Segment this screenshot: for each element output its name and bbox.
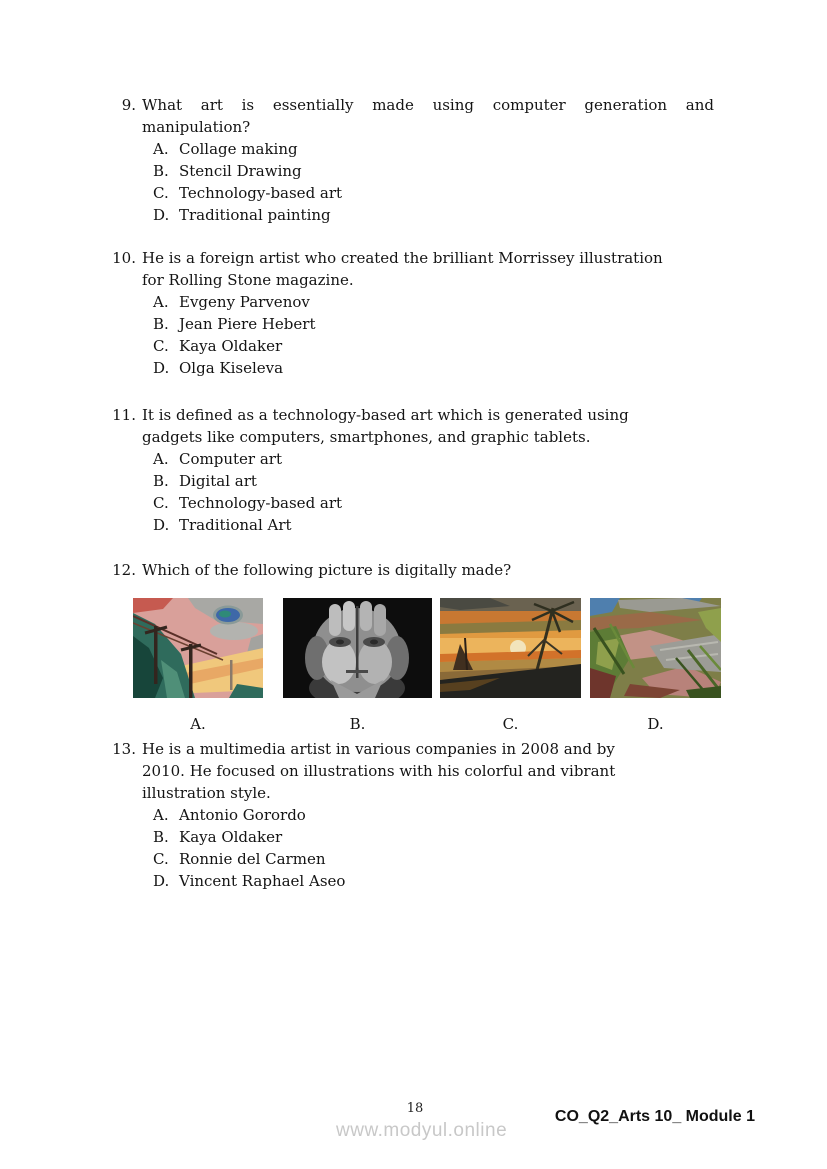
option-text: Jean Piere Hebert — [179, 315, 316, 333]
option-letter: B. — [153, 315, 169, 333]
option-text: Traditional painting — [179, 206, 331, 224]
option-letter: A. — [153, 806, 169, 824]
option-letter: D. — [153, 206, 170, 224]
option-10-d — [153, 357, 714, 379]
artwork-c-label-box — [440, 698, 581, 733]
artwork-b-label-box — [283, 698, 432, 733]
option-letter: A. — [153, 293, 169, 311]
artwork-option-c — [440, 598, 581, 698]
question-text-line: What art is essentially made using computer generation and — [142, 96, 714, 114]
option-text: Digital art — [179, 472, 257, 490]
option-10-c — [153, 335, 714, 357]
option-letter: D. — [153, 359, 170, 377]
option-10-a — [153, 291, 714, 313]
option-text: Ronnie del Carmen — [179, 850, 326, 868]
question-number: 13. — [112, 740, 136, 758]
question-number: 12. — [112, 561, 136, 579]
option-letter: C. — [153, 850, 169, 868]
option-text: Traditional Art — [179, 516, 292, 534]
question-10-options — [153, 291, 714, 379]
option-letter: B. — [153, 472, 169, 490]
question-number: 9. — [121, 96, 136, 114]
question-text-line: He is a foreign artist who created the brilliant Morrissey illustration — [142, 249, 663, 267]
option-11-d — [153, 514, 714, 536]
question-11 — [112, 404, 714, 536]
option-13-b — [153, 826, 714, 848]
option-text: Vincent Raphael Aseo — [179, 872, 346, 890]
option-letter: B. — [153, 162, 169, 180]
option-text: Kaya Oldaker — [179, 828, 283, 846]
option-letter: A. — [153, 140, 169, 158]
option-letter: B. — [153, 828, 169, 846]
option-11-c — [153, 492, 714, 514]
question-13 — [112, 738, 714, 892]
option-text: Technology-based art — [179, 184, 343, 202]
artwork-d-label: D. — [647, 715, 664, 733]
option-text: Evgeny Parvenov — [179, 293, 310, 311]
artwork-b-label: B. — [349, 715, 366, 733]
option-text: Stencil Drawing — [179, 162, 302, 180]
question-12 — [112, 559, 714, 581]
option-text: Olga Kiseleva — [179, 359, 284, 377]
option-10-b — [153, 313, 714, 335]
question-text-line: 2010. He focused on illustrations with his colorful and vibrant — [142, 762, 616, 780]
page-number: 18 — [406, 1101, 424, 1116]
option-13-c — [153, 848, 714, 870]
option-13-d — [153, 870, 714, 892]
question-text-line: He is a multimedia artist in various companies in 2008 and by — [142, 740, 615, 758]
option-letter: C. — [153, 184, 169, 202]
question-number: 10. — [112, 249, 136, 267]
artwork-c-sunset-palm-painting-image — [440, 598, 581, 698]
option-letter: D. — [153, 872, 170, 890]
option-text: Collage making — [179, 140, 298, 158]
question-text-line: for Rolling Stone magazine. — [142, 271, 354, 289]
artwork-a-landscape-painting-image — [133, 598, 263, 698]
option-text: Antonio Gorordo — [179, 806, 306, 824]
question-text-line: Which of the following picture is digitally made? — [142, 561, 512, 579]
question-9-options — [153, 138, 714, 226]
option-text: Computer art — [179, 450, 282, 468]
question-text-line: manipulation? — [142, 118, 251, 136]
option-9-a — [153, 138, 714, 160]
option-letter: C. — [153, 337, 169, 355]
option-9-b — [153, 160, 714, 182]
artwork-option-d — [590, 598, 721, 698]
artwork-a-label: A. — [190, 715, 206, 733]
option-13-a — [153, 804, 714, 826]
option-text: Technology-based art — [179, 494, 343, 512]
option-text: Kaya Oldaker — [179, 337, 283, 355]
option-9-c — [153, 182, 714, 204]
artwork-option-a — [133, 598, 263, 698]
artwork-b-hands-over-face-image — [283, 598, 432, 698]
watermark-text: www.modyul.online — [336, 1120, 508, 1141]
question-13-options — [153, 804, 714, 892]
question-10 — [112, 247, 714, 379]
question-text-line: gadgets like computers, smartphones, and graphic tablets. — [142, 428, 591, 446]
option-letter: D. — [153, 516, 170, 534]
option-11-a — [153, 448, 714, 470]
artwork-a-label-box — [133, 698, 263, 733]
module-footer-label: CO_Q2_Arts 10_ Module 1 — [554, 1108, 755, 1125]
option-letter: C. — [153, 494, 169, 512]
option-letter: A. — [153, 450, 169, 468]
artwork-d-abstract-jungle-painting-image — [590, 598, 721, 698]
question-11-options — [153, 448, 714, 536]
option-11-b — [153, 470, 714, 492]
question-9 — [112, 94, 714, 226]
question-number: 11. — [112, 406, 136, 424]
option-9-d — [153, 204, 714, 226]
artwork-c-label: C. — [502, 715, 519, 733]
question-text-line: It is defined as a technology-based art which is generated using — [142, 406, 629, 424]
question-text-line: illustration style. — [142, 784, 271, 802]
artwork-d-label-box — [590, 698, 721, 733]
artwork-option-b — [283, 598, 432, 698]
